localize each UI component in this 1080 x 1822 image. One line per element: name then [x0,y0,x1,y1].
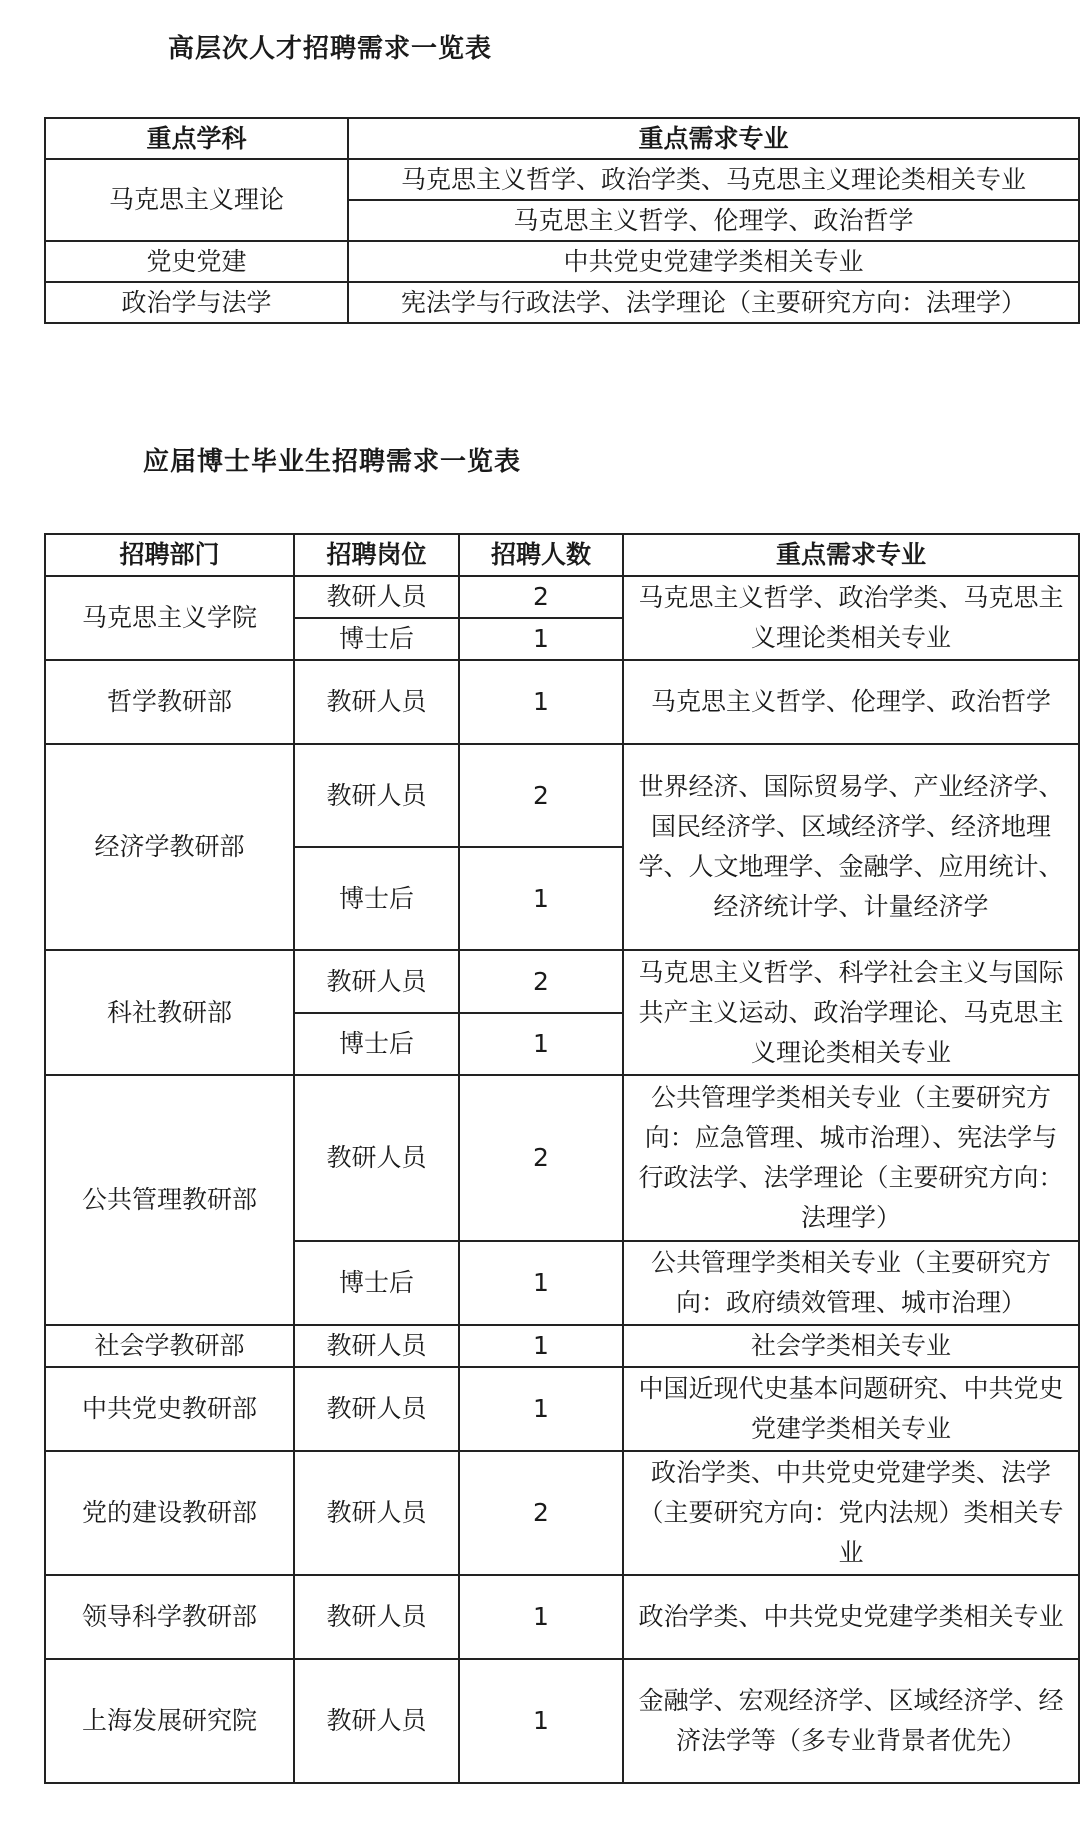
majors-cell: 社会学类相关专业 [623,1325,1079,1367]
count-cell: 2 [459,744,623,847]
count-cell: 2 [459,576,623,618]
header-department: 招聘部门 [45,534,294,576]
majors-cell: 马克思主义哲学、伦理学、政治哲学 [623,660,1079,744]
discipline-cell: 党史党建 [45,241,348,282]
table-row [45,241,1079,282]
position-cell: 教研人员 [294,1325,459,1367]
department-cell: 党的建设教研部 [45,1451,294,1575]
department-cell: 中共党史教研部 [45,1367,294,1451]
position-cell: 教研人员 [294,1367,459,1451]
doctoral-graduates-table [44,533,1080,1784]
table-row [45,159,1079,200]
position-cell: 教研人员 [294,1575,459,1659]
majors-cell: 世界经济、国际贸易学、产业经济学、国民经济学、区域经济学、经济地理学、人文地理学、金融学、应用统计、经济统计学、计量经济学 [623,744,1079,950]
department-cell: 公共管理教研部 [45,1075,294,1325]
position-cell: 教研人员 [294,950,459,1013]
table1-title: 高层次人才招聘需求一览表 [168,34,493,64]
count-cell: 1 [459,1367,623,1451]
majors-cell: 公共管理学类相关专业（主要研究方向：应急管理、城市治理）、宪法学与行政法学、法学理论（主要研究方向：法理学） [623,1075,1079,1241]
count-cell: 1 [459,1013,623,1075]
majors-cell: 马克思主义哲学、政治学类、马克思主义理论类相关专业 [623,576,1079,660]
table-row [45,1451,1079,1575]
table-row [45,1367,1079,1451]
majors-cell: 中共党史党建学类相关专业 [348,241,1079,282]
department-cell: 社会学教研部 [45,1325,294,1367]
table-row [45,1659,1079,1783]
department-cell: 经济学教研部 [45,744,294,950]
position-cell: 教研人员 [294,744,459,847]
count-cell: 1 [459,618,623,660]
department-cell: 上海发展研究院 [45,1659,294,1783]
position-cell: 教研人员 [294,1075,459,1241]
department-cell: 哲学教研部 [45,660,294,744]
table-header-row [45,534,1079,576]
count-cell: 2 [459,1451,623,1575]
header-majors: 重点需求专业 [623,534,1079,576]
discipline-cell: 政治学与法学 [45,282,348,323]
count-cell: 1 [459,1241,623,1325]
table-row [45,282,1079,323]
count-cell: 1 [459,847,623,950]
table-row [45,576,1079,618]
header-majors: 重点需求专业 [348,118,1079,159]
table-row [45,660,1079,744]
position-cell: 教研人员 [294,660,459,744]
majors-cell: 马克思主义哲学、科学社会主义与国际共产主义运动、政治学理论、马克思主义理论类相关专业 [623,950,1079,1075]
count-cell: 2 [459,950,623,1013]
table-row [45,1325,1079,1367]
table-row [45,744,1079,847]
count-cell: 2 [459,1075,623,1241]
position-cell: 教研人员 [294,1659,459,1783]
header-count: 招聘人数 [459,534,623,576]
position-cell: 博士后 [294,1241,459,1325]
position-cell: 博士后 [294,618,459,660]
majors-cell: 公共管理学类相关专业（主要研究方向：政府绩效管理、城市治理） [623,1241,1079,1325]
position-cell: 博士后 [294,847,459,950]
count-cell: 1 [459,1659,623,1783]
count-cell: 1 [459,660,623,744]
header-discipline: 重点学科 [45,118,348,159]
high-level-talent-table [44,117,1080,324]
table-row [45,1575,1079,1659]
table-row [45,1075,1079,1241]
discipline-cell: 马克思主义理论 [45,159,348,241]
count-cell: 1 [459,1575,623,1659]
count-cell: 1 [459,1325,623,1367]
table2-title: 应届博士毕业生招聘需求一览表 [143,447,522,477]
majors-cell: 金融学、宏观经济学、区域经济学、经济法学等（多专业背景者优先） [623,1659,1079,1783]
header-position: 招聘岗位 [294,534,459,576]
position-cell: 教研人员 [294,576,459,618]
position-cell: 博士后 [294,1013,459,1075]
position-cell: 教研人员 [294,1451,459,1575]
majors-cell: 中国近现代史基本问题研究、中共党史党建学类相关专业 [623,1367,1079,1451]
department-cell: 马克思主义学院 [45,576,294,660]
department-cell: 科社教研部 [45,950,294,1075]
majors-cell: 政治学类、中共党史党建学类、法学（主要研究方向：党内法规）类相关专业 [623,1451,1079,1575]
majors-cell: 马克思主义哲学、伦理学、政治哲学 [348,200,1079,241]
table-header-row [45,118,1079,159]
majors-cell: 马克思主义哲学、政治学类、马克思主义理论类相关专业 [348,159,1079,200]
table-row [45,950,1079,1013]
department-cell: 领导科学教研部 [45,1575,294,1659]
majors-cell: 政治学类、中共党史党建学类相关专业 [623,1575,1079,1659]
majors-cell: 宪法学与行政法学、法学理论（主要研究方向：法理学） [348,282,1079,323]
